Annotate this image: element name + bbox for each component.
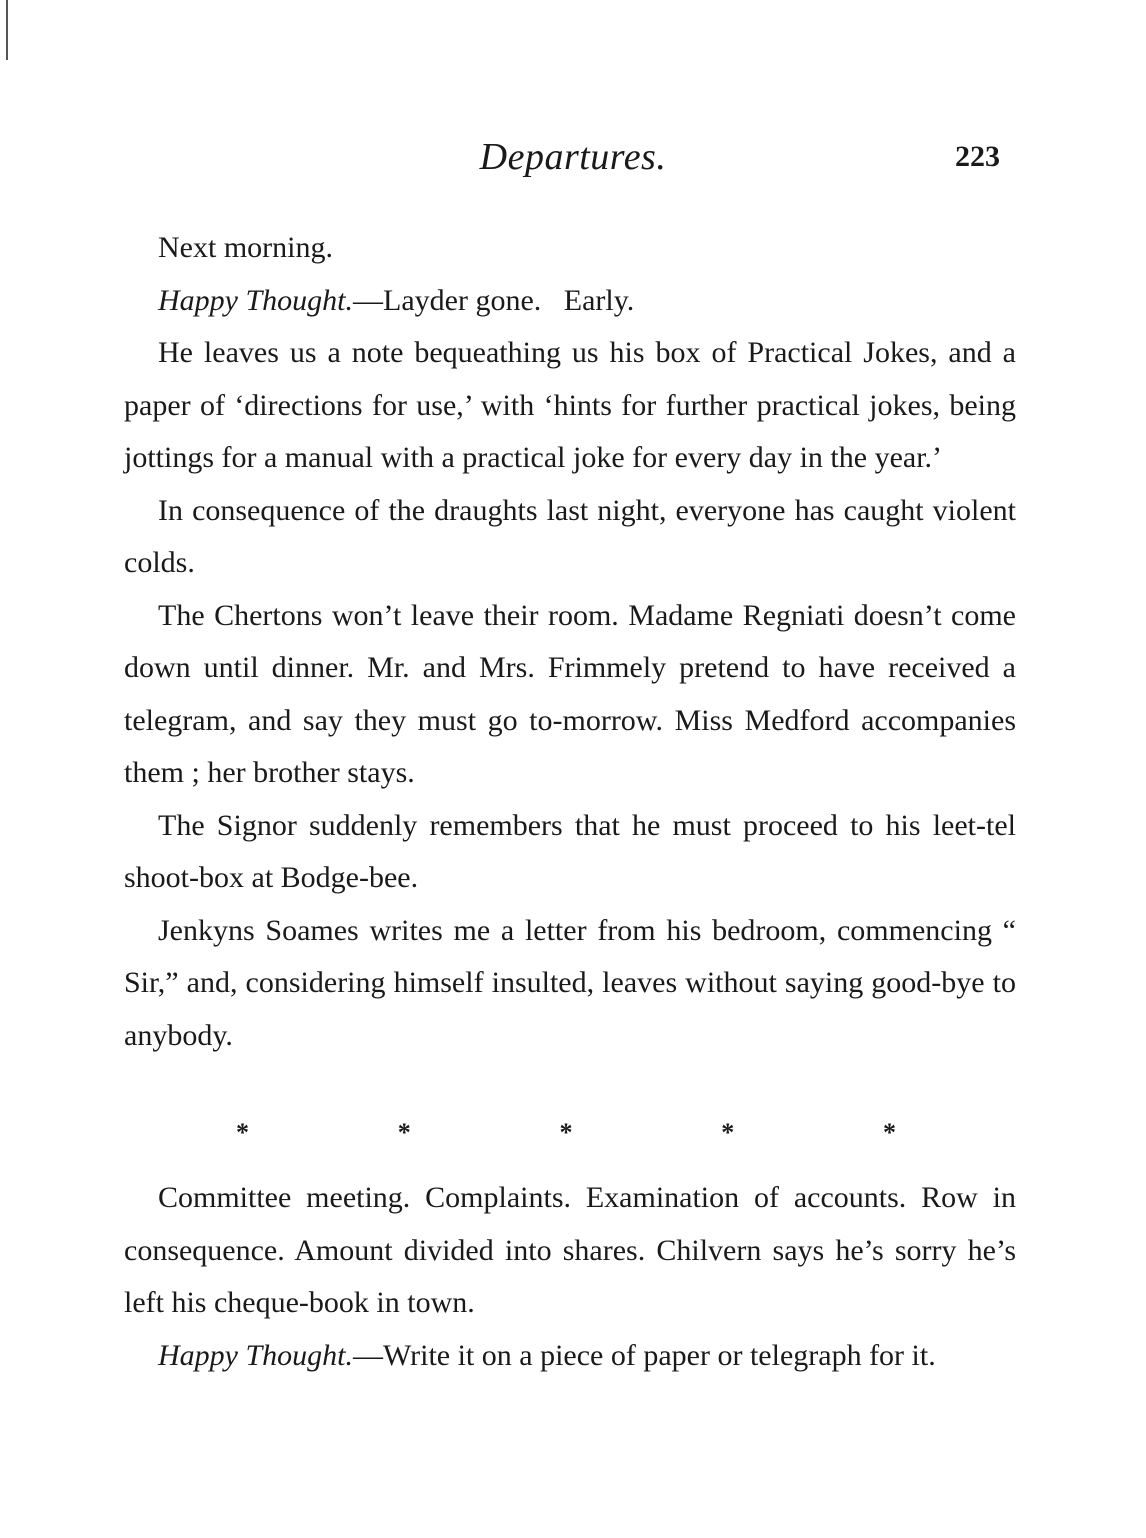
separator-star: *: [397, 1118, 411, 1147]
paragraph: He leaves us a note bequeathing us his box of Practical Jokes, and a paper of ‘directions for use,’ with ‘hints for further practical jokes, being jottings for a manual with a practical joke for every day in the year.’: [124, 336, 1016, 474]
paragraph: Happy Thought.—Write it on a piece of paper or telegraph for it.: [158, 1338, 936, 1372]
paragraph: Jenkyns Soames writes me a letter from his bedroom, commencing “ Sir,” and, considering himself insulted, leaves without saying good-bye to anybody.: [124, 913, 1016, 1052]
paragraph: Committee meeting. Complaints. Examination of accounts. Row in consequence. Amount divided into shares. Chilvern says he’s sorry he’s left his cheque-book in town.: [124, 1181, 1016, 1319]
italic-lead: Happy Thought.: [158, 283, 353, 317]
paragraph: The Signor suddenly remembers that he must proceed to his leet-tel shoot-box at Bodge-bee.: [124, 808, 1016, 894]
section-separator: [236, 1118, 896, 1148]
text-block-lower: [124, 1172, 1016, 1382]
paragraph: Happy Thought.—Layder gone. Early.: [158, 283, 635, 317]
paragraph: Next morning.: [158, 231, 333, 264]
separator-star: *: [236, 1118, 249, 1147]
separator-star: *: [721, 1118, 735, 1147]
page-number: 223: [955, 140, 1000, 173]
paragraph: In consequence of the draughts last night, everyone has caught violent colds.: [124, 493, 1016, 579]
margin-mark: [6, 0, 8, 60]
running-title: Departures.: [479, 136, 667, 178]
separator-star: *: [559, 1118, 573, 1147]
paragraph: The Chertons won’t leave their room. Madame Regniati doesn’t come down until dinner. Mr. and Mrs. Frimmely pretend to have received a telegram, and say they must go to-morrow. Miss Medford accompanies them ; her brother stays.: [124, 598, 1016, 789]
text-block-upper: [124, 222, 1016, 1062]
italic-lead: Happy Thought.: [158, 1338, 353, 1372]
separator-star: *: [883, 1118, 896, 1147]
